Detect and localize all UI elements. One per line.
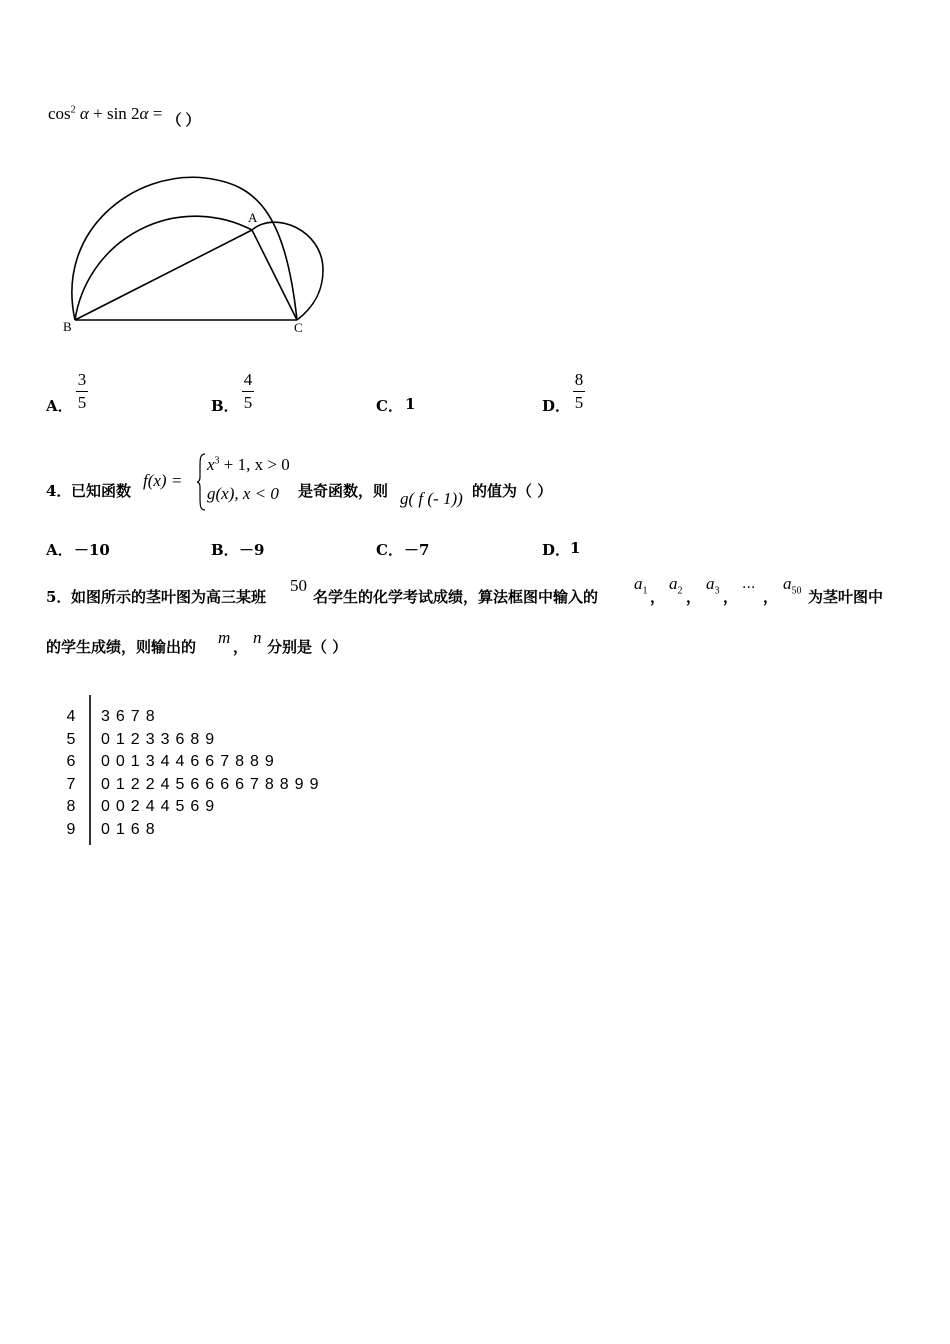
q4-text-3: 的值为（ ） bbox=[472, 482, 553, 500]
leaf-values: 00244569 bbox=[101, 798, 221, 815]
answer-paren: （ ） bbox=[166, 113, 201, 129]
q4-option-d-letter: D． bbox=[542, 541, 571, 559]
stem-value: 7 bbox=[66, 775, 76, 793]
q3-expression bbox=[48, 103, 201, 129]
stem-value: 9 bbox=[66, 820, 76, 838]
leaf-values: 001344667889 bbox=[101, 753, 280, 770]
stem-value: 5 bbox=[66, 730, 76, 748]
case1-x: x bbox=[207, 455, 215, 474]
q3-option-a-fraction bbox=[76, 370, 88, 413]
q3-option-c-value: 1 bbox=[405, 395, 416, 413]
comma-2: ， bbox=[686, 588, 702, 606]
piecewise-case-2: g(x), x < 0 bbox=[207, 484, 279, 503]
leaf-values: 0168 bbox=[101, 820, 161, 838]
leaf-values: 012245666678899 bbox=[101, 775, 325, 793]
q4-option-c-letter: C． bbox=[376, 541, 403, 559]
piecewise-case-1 bbox=[207, 455, 290, 475]
stem-value: 6 bbox=[66, 753, 76, 770]
q4-option-a-letter: A． bbox=[46, 541, 73, 559]
stem-value: 8 bbox=[66, 798, 76, 815]
small-circle-arc bbox=[252, 222, 323, 320]
outer-arc bbox=[72, 177, 297, 320]
denominator: 5 bbox=[574, 393, 584, 412]
q5-text-2: 名学生的化学考试成绩，算法框图中输入的 bbox=[313, 588, 599, 606]
alpha-symbol: α bbox=[79, 104, 89, 123]
q3-option-d-letter: D． bbox=[542, 397, 571, 415]
q5-line2-text-2: 分别是（ ） bbox=[267, 638, 348, 656]
denominator: 5 bbox=[77, 393, 87, 412]
output-m: m bbox=[218, 628, 231, 647]
q4-g-expression: g( f (- 1)) bbox=[400, 489, 463, 508]
segment-ba bbox=[75, 230, 252, 320]
cos-text: cos bbox=[48, 104, 71, 123]
numerator: 8 bbox=[574, 370, 584, 389]
q4-text-1: 已知函数 bbox=[71, 482, 132, 500]
comma-5: ， bbox=[233, 638, 249, 656]
label-b: B bbox=[63, 319, 72, 334]
q4-option-b-letter: B． bbox=[211, 541, 239, 559]
q3-option-b-fraction bbox=[242, 370, 254, 413]
alpha-symbol-2: α bbox=[139, 104, 149, 123]
label-c: C bbox=[294, 320, 303, 335]
q3-option-c-letter: C． bbox=[376, 397, 403, 415]
q4-option-c-value: －7 bbox=[404, 541, 430, 559]
label-a: A bbox=[248, 210, 258, 225]
q5-text-3: 为茎叶图中 bbox=[808, 588, 884, 606]
equals-sign: = bbox=[152, 104, 163, 123]
q4-f-lhs: f(x) = bbox=[143, 471, 183, 490]
piecewise-brace bbox=[196, 453, 206, 511]
q4-text-2: 是奇函数，则 bbox=[298, 482, 389, 500]
q3-option-d-fraction bbox=[573, 370, 585, 413]
q4-number: 4． bbox=[46, 482, 72, 500]
input-a50: $a_{50}$ bbox=[783, 574, 802, 597]
input-a3: $a_3$ bbox=[706, 574, 720, 597]
output-n: n bbox=[253, 628, 262, 647]
comma-3: ， bbox=[723, 588, 739, 606]
leaf-values: 01233689 bbox=[101, 730, 221, 748]
cos-exponent: 2 bbox=[70, 104, 76, 116]
q5-line2-text-1: 的学生成绩，则输出的 bbox=[46, 638, 197, 656]
case1-exponent: 3 bbox=[214, 455, 220, 467]
q5-number: 5． bbox=[46, 588, 72, 606]
q4-option-d-value: 1 bbox=[570, 539, 581, 557]
ellipsis: ··· bbox=[742, 580, 756, 596]
stem-leaf-divider bbox=[89, 695, 91, 845]
comma-1: ， bbox=[650, 588, 666, 606]
q4-option-a-value: －10 bbox=[74, 541, 110, 559]
plus-sin-text: + sin 2 bbox=[93, 104, 140, 123]
q3-option-a-letter: A． bbox=[46, 397, 73, 415]
q5-text-1: 如图所示的茎叶图为高三某班 bbox=[71, 588, 267, 606]
q5-number-50: 50 bbox=[290, 576, 307, 595]
large-arc bbox=[75, 216, 252, 320]
case1-rest: + 1, x > 0 bbox=[219, 455, 290, 474]
comma-4: ， bbox=[763, 588, 779, 606]
input-a1: $a_1$ bbox=[634, 574, 648, 597]
stem-value: 4 bbox=[66, 708, 76, 725]
leaf-values: 3678 bbox=[101, 708, 161, 725]
numerator: 4 bbox=[243, 370, 253, 389]
q4-option-b-value: －9 bbox=[239, 541, 265, 559]
input-a2: $a_2$ bbox=[669, 574, 683, 597]
denominator: 5 bbox=[243, 393, 253, 412]
numerator: 3 bbox=[77, 370, 87, 389]
q3-option-b-letter: B． bbox=[211, 397, 239, 415]
geometry-figure bbox=[55, 170, 345, 340]
